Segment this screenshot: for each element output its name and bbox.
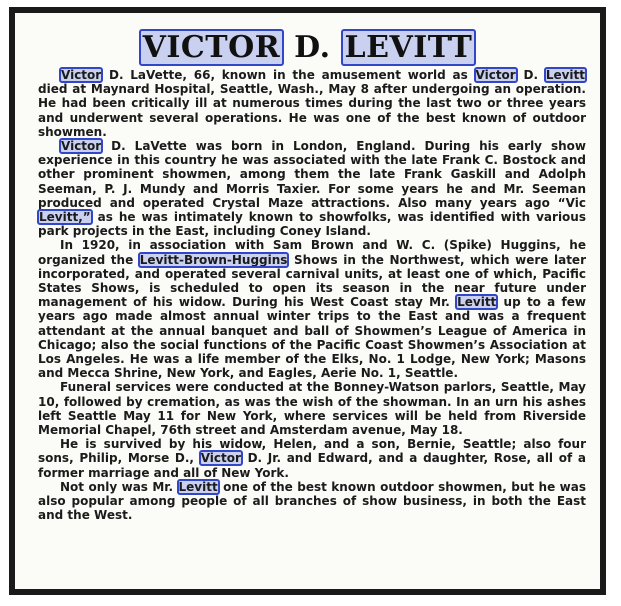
paragraph-text: up to a few years ago made almost annual winter trips to the East and was a frequent attendant at the annual banquet and ball of Showmen’s League of America in Chicago; also the social functions of the Pacific Coast Showmen’s Association at Los Angeles. He was a life member of the Elks, No. 1 Lodge, New York; Masons and Mecca Shrine, New York, and Eagles, Aerie No. 1, Seattle. <box>38 295 586 381</box>
search-highlight: Levitt <box>545 68 586 82</box>
article-paragraph <box>38 68 586 139</box>
search-highlight: Levitt,” <box>39 210 91 225</box>
paragraph-text: D. LaVette, 66, known in the amusement world as <box>102 68 475 82</box>
title-highlight-first: VICTOR <box>140 30 284 65</box>
title-highlight-last: LEVITT <box>342 30 476 65</box>
search-highlight: Levitt-Brown-Huggins <box>139 252 288 267</box>
search-highlight: Victor <box>475 68 516 82</box>
article-body <box>38 68 586 523</box>
paragraph-text: D. <box>516 68 545 82</box>
article-paragraph <box>38 139 586 238</box>
paragraph-text: Shows in the Northwest, which were later incorporated, and operated several carnival units, at least one of which, Pacific States Shows, is scheduled to open its season in the near future under management of his widow. During his West Coast stay Mr. <box>38 252 586 310</box>
article-title <box>15 31 600 65</box>
article-paragraph <box>38 437 586 480</box>
search-highlight: Victor <box>200 451 241 466</box>
paragraph-text: Funeral services were conducted at the Bonney-Watson parlors, Seattle, May 10, followed by cremation, as was the wish of the showman. In an urn his ashes left Seattle May 11 for New York, where services will be held from Riverside Memorial Chapel, 76th street and Amsterdam avenue, May 18. <box>38 380 586 438</box>
paragraph-text: D. Jr. and Edward, and a daughter, Rose, all of a former marriage and all of New York. <box>38 451 586 480</box>
article-paragraph <box>38 238 586 380</box>
search-highlight: Victor <box>61 68 102 82</box>
paragraph-text: Not only was Mr. <box>60 479 178 494</box>
article-paragraph <box>38 480 586 523</box>
search-highlight: Victor <box>61 139 102 154</box>
paragraph-text: died at Maynard Hospital, Seattle, Wash., May 8 after undergoing an operation. He had been critically ill at numerous times during the last two or three years and underwent several operations. He was one of the best known of outdoor showmen. <box>38 82 586 139</box>
search-highlight: Levitt <box>178 479 218 494</box>
paragraph-text: D. LaVette was born in London, England. During his early show experience in this country he was associated with the late Frank C. Bostock and other prominent showmen, among them the late Frank Gaskill and Adolph Seeman, P. J. Mundy and Morris Taxier. For some years he and Mr. Seeman produced and operated Crystal Maze attractions. Also many years ago “Vic <box>38 139 586 210</box>
article-paragraph <box>38 380 586 437</box>
paragraph-text: In 1920, in association with Sam Brown and W. C. (Spike) Huggins, he organized the <box>38 238 586 267</box>
search-highlight: Levitt <box>457 295 497 310</box>
paragraph-text: He is survived by his widow, Helen, and a son, Bernie, Seattle; also four sons, Philip, Morse D., <box>38 437 586 466</box>
paragraph-text: as he was intimately known to showfolks, was identified with various park projects in the East, including Coney Island. <box>38 210 586 239</box>
title-middle: D. <box>294 30 331 65</box>
paragraph-text: one of the best known outdoor showmen, but he was also popular among people of all branches of show business, in both the East and the West. <box>38 479 586 523</box>
